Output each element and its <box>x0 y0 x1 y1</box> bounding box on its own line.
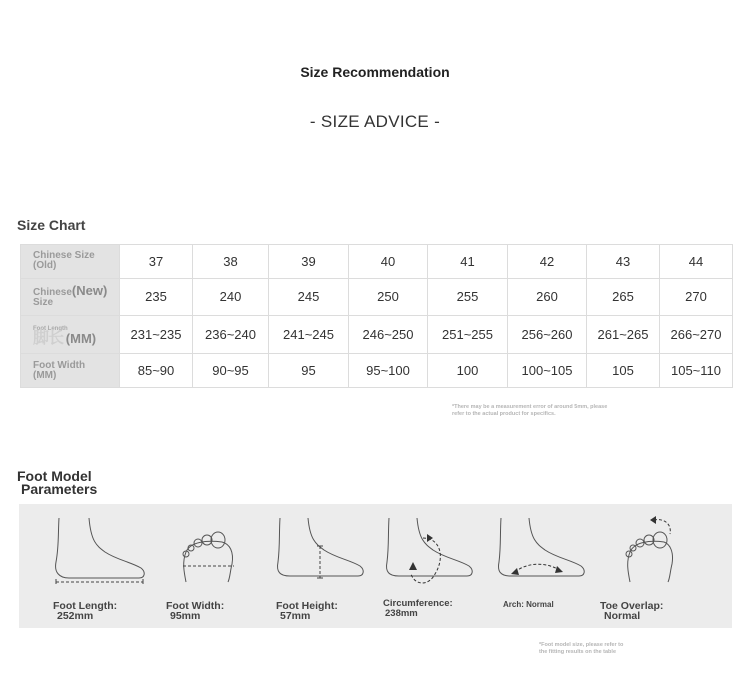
foot-param-name: Foot Width: <box>166 600 225 612</box>
foot-param-value: 95mm <box>170 610 201 622</box>
foot-param-value: Normal <box>604 610 641 622</box>
table-cell: 231~235 <box>120 315 193 354</box>
table-cell: 270 <box>660 278 733 315</box>
table-cell: 95~100 <box>349 354 428 388</box>
foot-param-name: Foot Length: <box>53 600 118 612</box>
circumference-icon <box>383 512 483 592</box>
foot-param-name: Toe Overlap: <box>600 600 664 612</box>
table-cell: 43 <box>587 245 660 279</box>
foot-param-name: Circumference: <box>383 598 453 609</box>
table-cell: 85~90 <box>120 354 193 388</box>
toe-overlap-icon <box>598 512 698 584</box>
foot-param-circumference <box>383 504 483 628</box>
row-header-chinese-size-new: Chinese(New) Size <box>21 278 120 315</box>
foot-model-title: Foot Model Parameters <box>17 468 98 497</box>
table-cell: 44 <box>660 245 733 279</box>
foot-param-toe-overlap <box>598 504 708 628</box>
table-cell: 256~260 <box>508 315 587 354</box>
table-cell: 240 <box>193 278 269 315</box>
page-subtitle: - SIZE ADVICE - <box>309 112 441 131</box>
foot-width-icon <box>166 512 266 584</box>
table-cell: 236~240 <box>193 315 269 354</box>
table-row <box>21 278 733 315</box>
foot-height-icon <box>274 512 374 584</box>
table-cell: 42 <box>508 245 587 279</box>
table-cell: 255 <box>428 278 508 315</box>
foot-model-panel <box>19 504 732 628</box>
table-cell: 266~270 <box>660 315 733 354</box>
table-cell: 261~265 <box>587 315 660 354</box>
table-cell: 246~250 <box>349 315 428 354</box>
row-header-foot-width: Foot Width (MM) <box>21 354 120 388</box>
foot-param-value: 57mm <box>280 610 311 622</box>
table-cell: 41 <box>428 245 508 279</box>
table-cell: 241~245 <box>269 315 349 354</box>
table-cell: 251~255 <box>428 315 508 354</box>
table-row <box>21 245 733 279</box>
row-header-chinese-size-old: Chinese Size (Old) <box>21 245 120 279</box>
size-chart-title: Size Chart <box>17 217 86 233</box>
foot-param-name: Foot Height: <box>276 600 338 612</box>
table-row <box>21 354 733 388</box>
page-title: Size Recommendation <box>300 64 450 80</box>
foot-param-width <box>166 504 266 628</box>
arch-icon <box>495 512 595 584</box>
table-cell: 100~105 <box>508 354 587 388</box>
table-cell: 235 <box>120 278 193 315</box>
foot-length-icon <box>51 512 151 584</box>
table-cell: 39 <box>269 245 349 279</box>
table-cell: 95 <box>269 354 349 388</box>
foot-param-length <box>51 504 151 628</box>
table-cell: 37 <box>120 245 193 279</box>
table-cell: 90~95 <box>193 354 269 388</box>
row-header-foot-length: Foot Length 脚长 (MM) <box>21 315 120 354</box>
table-cell: 40 <box>349 245 428 279</box>
foot-param-value: 238mm <box>385 608 418 619</box>
foot-model-note: *Foot model size, please refer to the fitting results on the table <box>539 642 624 655</box>
table-cell: 250 <box>349 278 428 315</box>
foot-param-arch <box>495 504 595 628</box>
size-chart-table <box>20 244 733 388</box>
table-cell: 100 <box>428 354 508 388</box>
table-cell: 245 <box>269 278 349 315</box>
foot-param-height <box>274 504 374 628</box>
table-cell: 105~110 <box>660 354 733 388</box>
foot-param-value: 252mm <box>57 610 94 622</box>
table-cell: 105 <box>587 354 660 388</box>
foot-param-name: Arch: Normal <box>503 600 554 609</box>
table-cell: 38 <box>193 245 269 279</box>
measurement-note: *There may be a measurement error of around 5mm, please refer to the actual product for specifics. <box>452 404 608 417</box>
table-row <box>21 315 733 354</box>
table-cell: 260 <box>508 278 587 315</box>
table-cell: 265 <box>587 278 660 315</box>
